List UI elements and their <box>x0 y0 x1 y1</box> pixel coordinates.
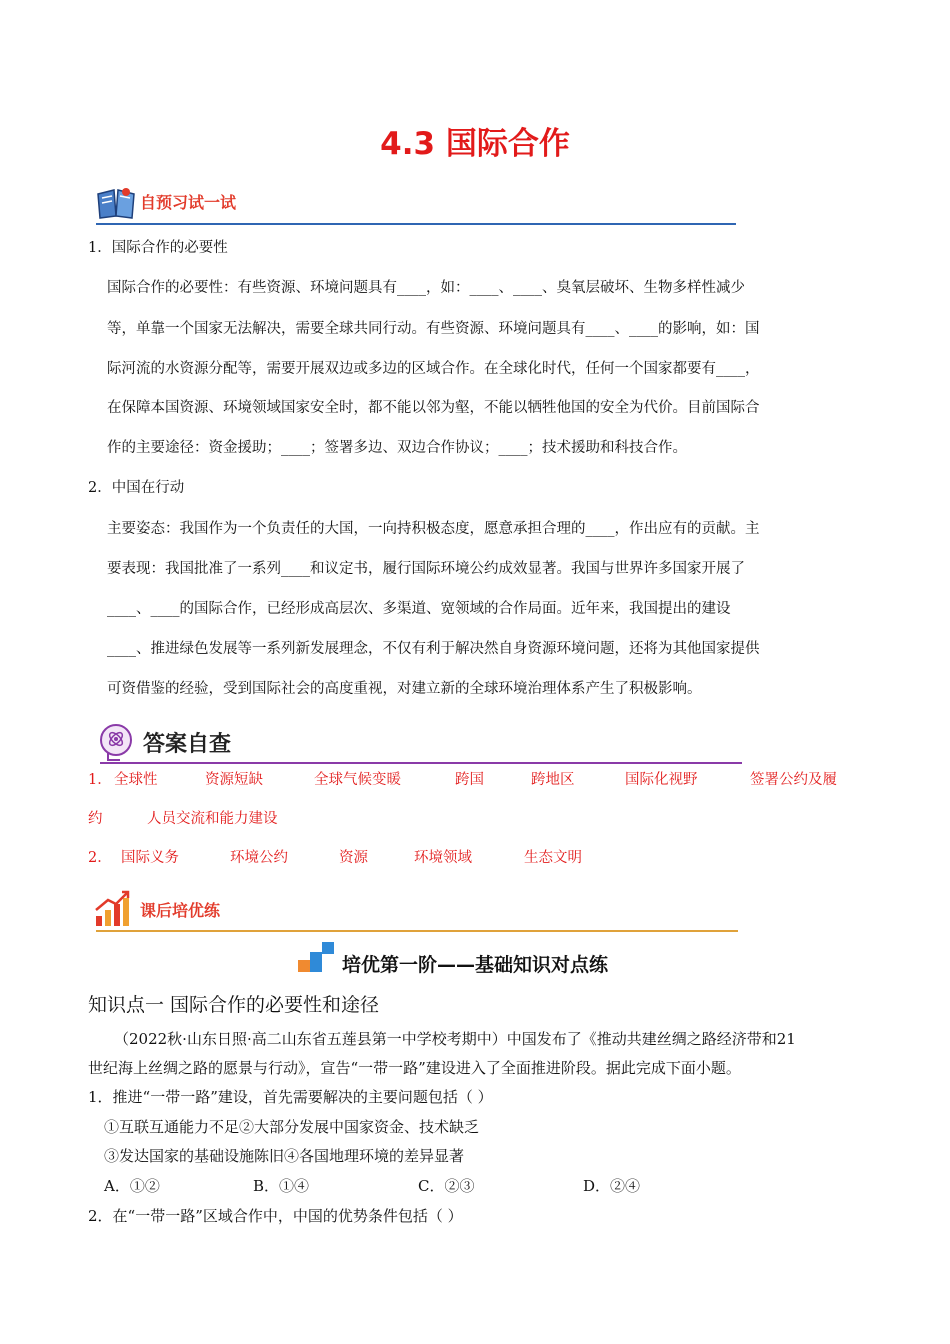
answer-item: 资源 <box>339 850 368 866</box>
book-icon <box>96 186 136 220</box>
brain-icon <box>96 722 136 762</box>
divider <box>96 930 738 932</box>
preview-heading-2: 2．中国在行动 <box>88 480 185 496</box>
answer-item: 国际化视野 <box>625 772 698 788</box>
answer-item: 全球气候变暖 <box>314 772 401 788</box>
answer-1-num: 1． <box>88 772 112 788</box>
growth-chart-icon <box>94 890 132 928</box>
answer-item: 环境领域 <box>414 850 472 866</box>
answer-item: 全球性 <box>114 772 158 788</box>
preview-text-line: 可资借鉴的经验，受到国际社会的高度重视，对建立新的全球环境治理体系产生了积极影响。 <box>107 681 702 697</box>
preview-text-line: ____、____的国际合作，已经形成高层次、多渠道、宽领域的合作局面。近年来，我国提出的建设 <box>107 601 731 617</box>
answer-2-num: 2． <box>88 850 112 866</box>
question-intro-line: 世纪海上丝绸之路的愿景与行动》，宣告“一带一路”建设进入了全面推进阶段。据此完成下面小题。 <box>88 1059 741 1077</box>
answer-item: 生态文明 <box>524 850 582 866</box>
answer-item: 约 <box>88 811 103 827</box>
stairs-icon <box>298 940 338 972</box>
preview-heading-1: 1．国际合作的必要性 <box>88 240 228 256</box>
question-1-statement: ①互联互通能力不足②大部分发展中国家资金、技术缺乏 <box>104 1118 480 1136</box>
question-1: 1．推进“一带一路”建设，首先需要解决的主要问题包括（ ） <box>88 1088 493 1106</box>
answer-item: 跨地区 <box>531 772 575 788</box>
answer-item: 人员交流和能力建设 <box>147 811 278 827</box>
answer-item: 签署公约及履 <box>750 772 837 788</box>
question-2: 2．在“一带一路”区域合作中，中国的优势条件包括（ ） <box>88 1207 463 1225</box>
divider <box>96 223 736 225</box>
preview-text-line: 在保障本国资源、环境领域国家安全时，都不能以邻为壑，不能以牺牲他国的安全为代价。目前国际合 <box>107 400 760 416</box>
option-b[interactable]: B．①④ <box>253 1177 310 1195</box>
preview-text-line: 主要姿态：我国作为一个负责任的大国，一向持积极态度，愿意承担合理的____，作出应有的贡献。主 <box>107 521 760 537</box>
knowledge-point-title: 知识点一 国际合作的必要性和途径 <box>88 994 380 1016</box>
answer-item: 国际义务 <box>121 850 179 866</box>
option-a[interactable]: A．①② <box>104 1177 160 1195</box>
preview-text-line: 际河流的水资源分配等，需要开展双边或多边的区域合作。在全球化时代，任何一个国家都要有____， <box>107 361 760 377</box>
section-preview-title: 自预习试一试 <box>140 193 237 212</box>
question-intro-line: （2022秋·山东日照·高二山东省五莲县第一中学校考期中）中国发布了《推动共建丝绸之路经济带和21 <box>114 1030 796 1048</box>
preview-text-line: ____、推进绿色发展等一系列新发展理念，不仅有利于解决然自身资源环境问题，还将为其他国家提供 <box>107 641 760 657</box>
stage-title: 培优第一阶——基础知识对点练 <box>342 954 609 976</box>
answer-item: 跨国 <box>455 772 484 788</box>
answer-item: 资源短缺 <box>205 772 263 788</box>
divider <box>100 762 742 764</box>
page-title: 4.3 国际合作 <box>380 126 570 162</box>
preview-text-line: 国际合作的必要性：有些资源、环境问题具有____，如：____、____、臭氧层破坏、生物多样性减少 <box>107 280 745 296</box>
option-d[interactable]: D．②④ <box>583 1177 641 1195</box>
preview-text-line: 等，单靠一个国家无法解决，需要全球共同行动。有些资源、环境问题具有____、____的影响，如：国 <box>107 321 760 337</box>
preview-text-line: 要表现：我国批准了一系列____和议定书，履行国际环境公约成效显著。我国与世界许多国家开展了 <box>107 561 745 577</box>
option-c[interactable]: C．②③ <box>418 1177 475 1195</box>
section-practice-title: 课后培优练 <box>140 901 221 920</box>
question-1-statement: ③发达国家的基础设施陈旧④各国地理环境的差异显著 <box>104 1147 465 1165</box>
preview-text-line: 作的主要途径：资金援助；____；签署多边、双边合作协议；____；技术援助和科技合作。 <box>107 440 687 456</box>
answer-item: 环境公约 <box>230 850 288 866</box>
section-answers-title: 答案自查 <box>143 732 232 757</box>
